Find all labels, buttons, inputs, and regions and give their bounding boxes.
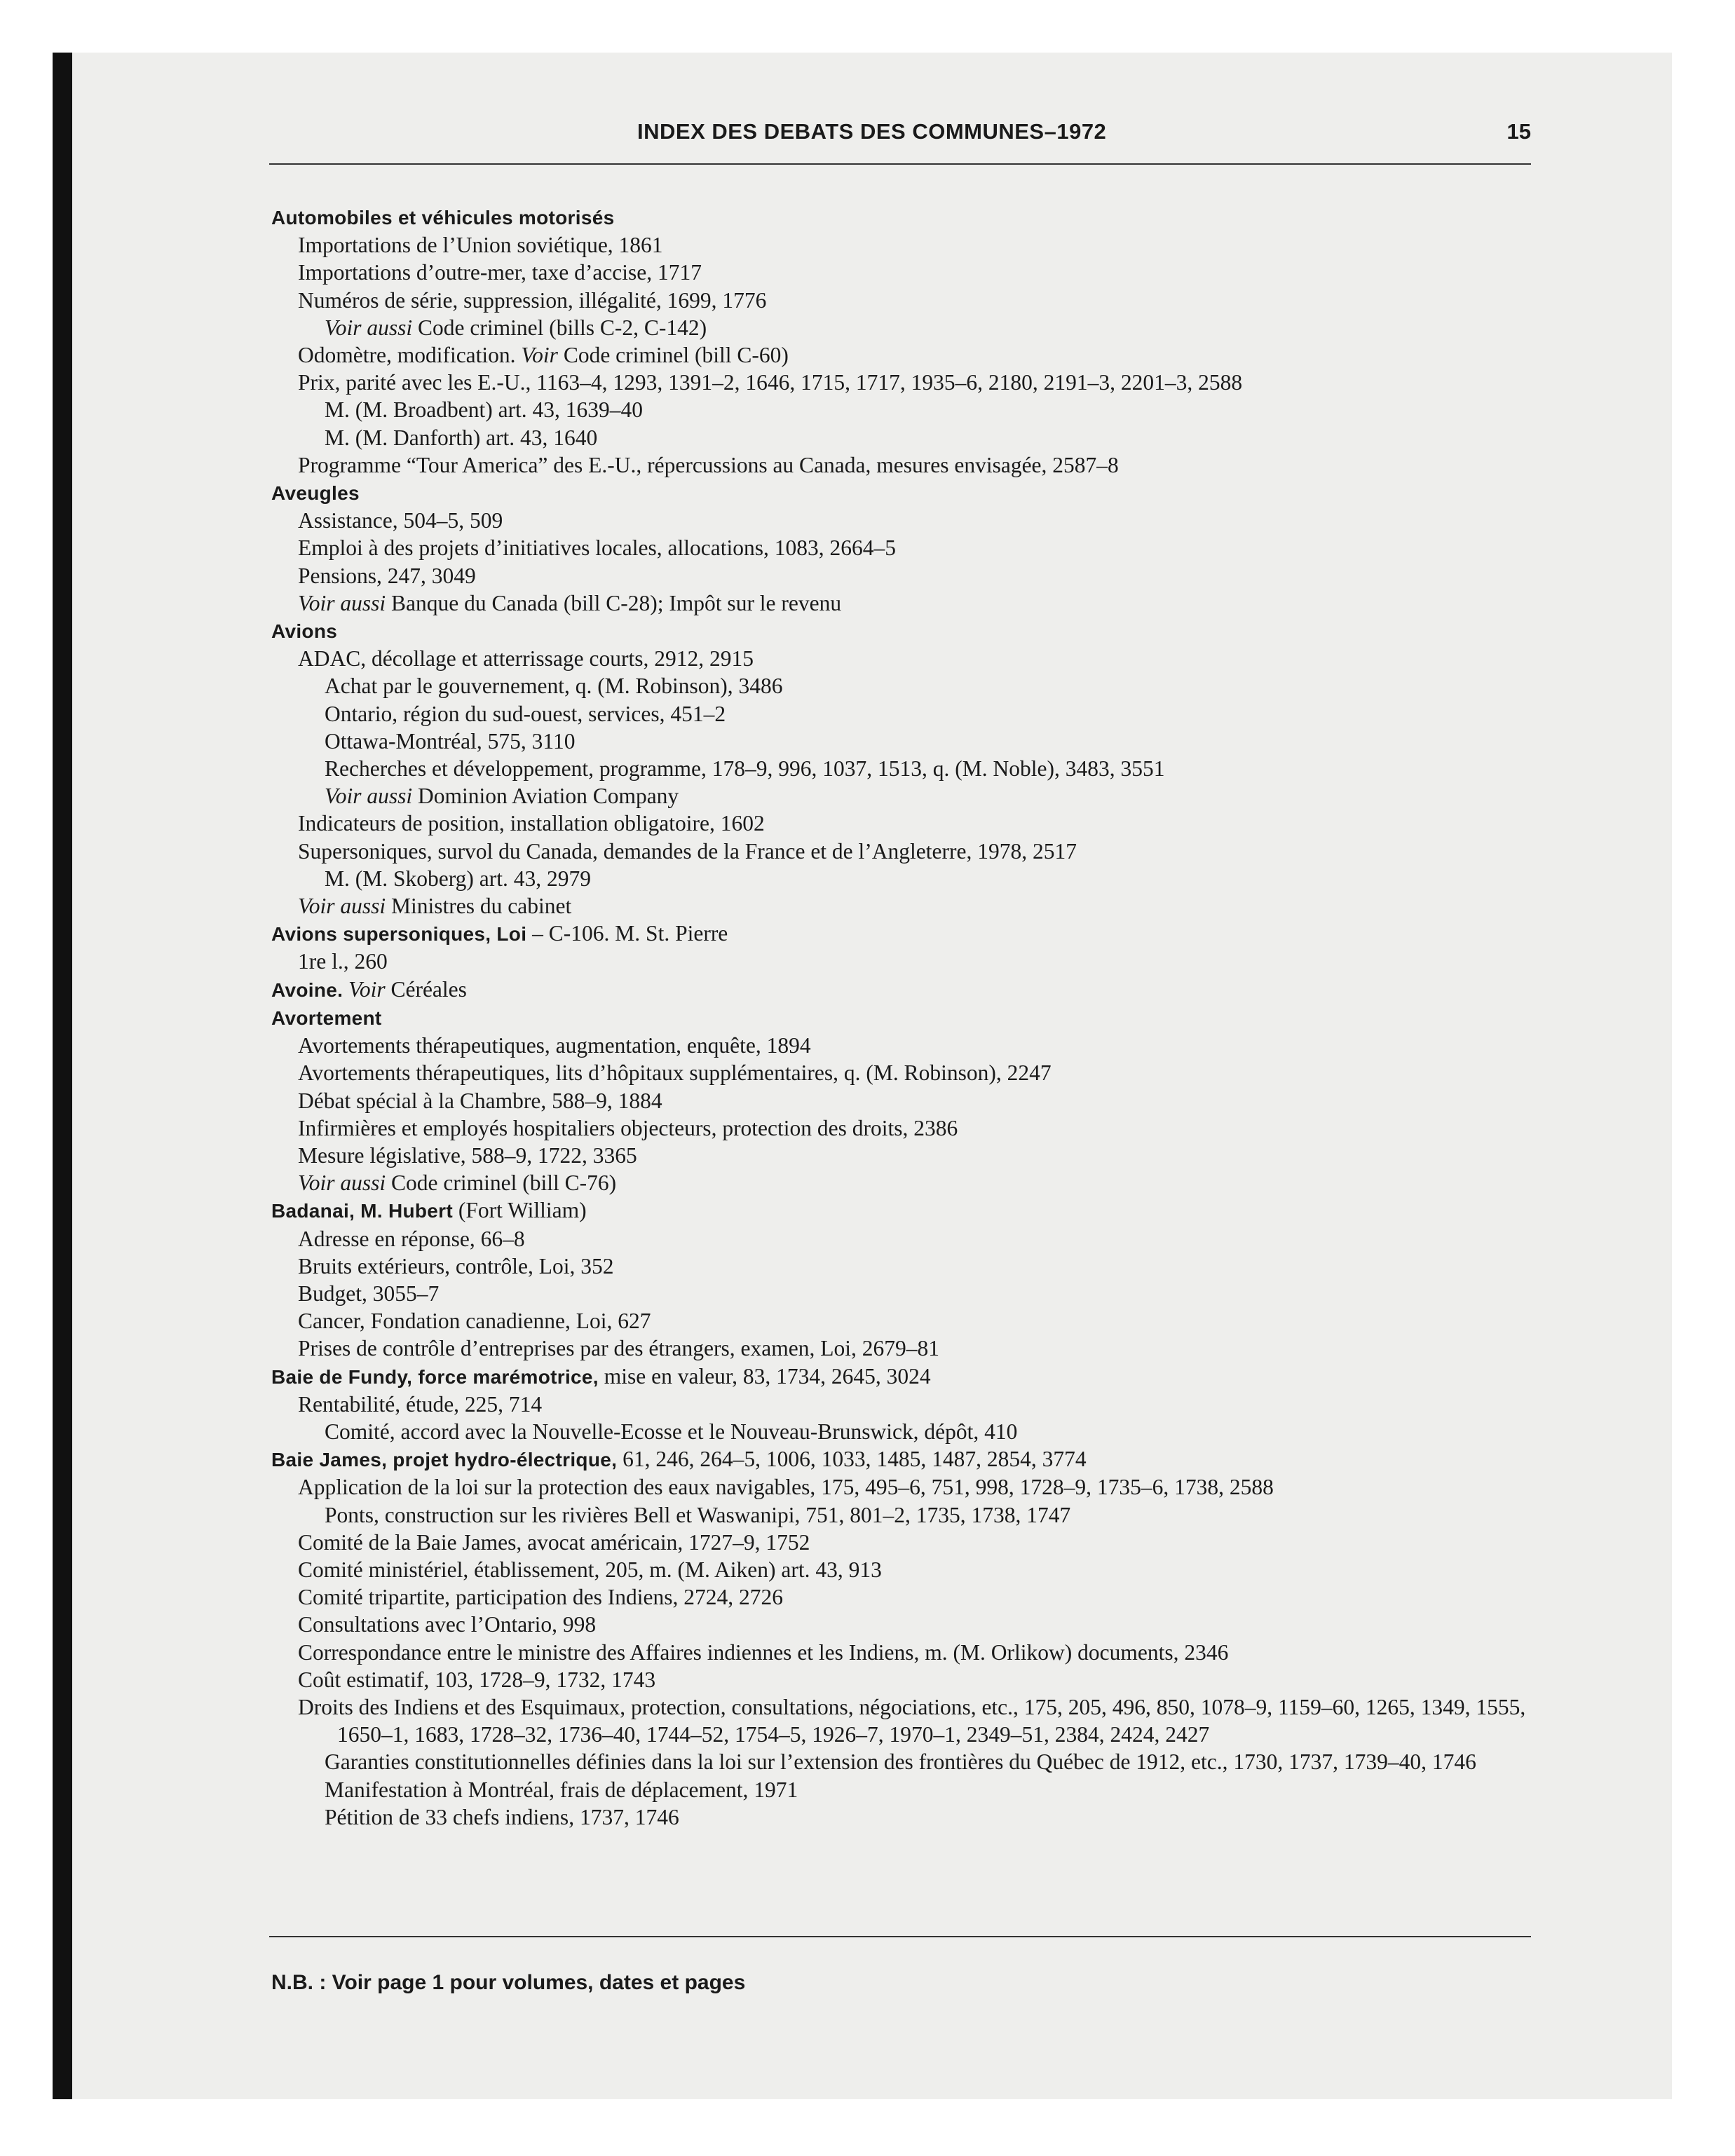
- index-heading: [271, 1196, 1526, 1224]
- index-subentry: [298, 1583, 1526, 1611]
- entry-text: Code criminel (bills C-2, C-142): [412, 315, 707, 340]
- entry-heading-text: Avortement: [271, 1007, 382, 1029]
- index-subentry: [298, 534, 1526, 561]
- entry-text: Code criminel (bill C-60): [557, 343, 789, 368]
- entry-text: Assistance, 504–5, 509: [298, 508, 503, 533]
- entry-text: Comité tripartite, participation des Indiens, 2724, 2726: [298, 1585, 783, 1610]
- entry-text: Comité, accord avec la Nouvelle-Ecosse et le Nouveau-Brunswick, dépôt, 410: [325, 1419, 1018, 1444]
- index-subentry: [298, 589, 1526, 617]
- index-subentry: [298, 1391, 1526, 1418]
- see-reference-text: Voir: [343, 976, 386, 1002]
- index-subentry: [325, 314, 1526, 341]
- index-subentry: [298, 838, 1526, 865]
- index-subentry: [298, 341, 1526, 369]
- entry-text: Correspondance entre le ministre des Affaires indiennes et les Indiens, m. (M. Orlikow) documents, 2346: [298, 1639, 1229, 1665]
- index-subentry: [298, 259, 1526, 286]
- entry-heading-text: Baie de Fundy, force marémotrice,: [271, 1365, 599, 1388]
- entry-text: Rentabilité, étude, 225, 714: [298, 1391, 543, 1417]
- index-subentry: [298, 1666, 1526, 1693]
- index-subentry: [298, 369, 1526, 396]
- entry-text: Ponts, construction sur les rivières Bell et Waswanipi, 751, 801–2, 1735, 1738, 1747: [325, 1502, 1071, 1527]
- index-subentry: [325, 424, 1526, 451]
- entry-text: Céréales: [385, 976, 467, 1002]
- footer-note: N.B. : Voir page 1 pour volumes, dates et pages: [271, 1971, 746, 1994]
- entry-text: Pensions, 247, 3049: [298, 563, 476, 588]
- footer-rule: [269, 1936, 1531, 1937]
- entry-text: (Fort William): [453, 1198, 587, 1223]
- entry-text: Numéros de série, suppression, illégalité, 1699, 1776: [298, 287, 767, 313]
- entry-text: Emploi à des projets d’initiatives locales, allocations, 1083, 2664–5: [298, 535, 896, 561]
- entry-text: Consultations avec l’Ontario, 998: [298, 1612, 597, 1637]
- entry-heading-text: Avions supersoniques, Loi: [271, 923, 527, 946]
- index-subentry: [298, 1059, 1526, 1086]
- index-subentry: [325, 782, 1526, 810]
- entry-text: Infirmières et employés hospitaliers objecteurs, protection des droits, 2386: [298, 1115, 958, 1140]
- index-subentry: [325, 1418, 1526, 1445]
- index-subentry: [298, 1639, 1526, 1666]
- index-subentry: [298, 1307, 1526, 1335]
- entry-text: Programme “Tour America” des E.-U., répercussions au Canada, mesures envisagée, 2587–8: [298, 452, 1119, 477]
- entry-text: M. (M. Skoberg) art. 43, 2979: [325, 866, 592, 891]
- index-subentry: [298, 507, 1526, 534]
- entry-text: Indicateurs de position, installation obligatoire, 1602: [298, 811, 765, 836]
- index-subentry: [298, 1473, 1526, 1501]
- entry-text: Mesure législative, 588–9, 1722, 3365: [298, 1142, 637, 1168]
- page-header: [269, 119, 1531, 154]
- index-subentry: [298, 810, 1526, 837]
- index-subentry: [298, 645, 1526, 672]
- index-subentry: [325, 1501, 1526, 1529]
- entry-text: Banque du Canada (bill C-28); Impôt sur le revenu: [386, 590, 842, 615]
- entry-text: Code criminel (bill C-76): [386, 1171, 617, 1196]
- index-subentry: [298, 1529, 1526, 1556]
- entry-text: Prix, parité avec les E.-U., 1163–4, 1293, 1391–2, 1646, 1715, 1717, 1935–6, 2180, 2191–3, 2201–3, 2588: [298, 370, 1243, 395]
- entry-text: Avortements thérapeutiques, lits d’hôpitaux supplémentaires, q. (M. Robinson), 2247: [298, 1060, 1052, 1086]
- entry-text: Supersoniques, survol du Canada, demandes de la France et de l’Angleterre, 1978, 2517: [298, 838, 1077, 864]
- entry-text: Cancer, Fondation canadienne, Loi, 627: [298, 1309, 651, 1334]
- index-subentry: [325, 1776, 1526, 1803]
- entry-text: – C-106. M. St. Pierre: [526, 921, 728, 946]
- index-subentry: [325, 755, 1526, 782]
- index-subentry: [298, 1280, 1526, 1307]
- entry-text: Coût estimatif, 103, 1728–9, 1732, 1743: [298, 1667, 656, 1692]
- entry-text: Manifestation à Montréal, frais de déplacement, 1971: [325, 1777, 798, 1802]
- entry-text: Pétition de 33 chefs indiens, 1737, 1746: [325, 1804, 679, 1829]
- entry-text: Achat par le gouvernement, q. (M. Robinson), 3486: [325, 674, 783, 699]
- index-subentry: [325, 672, 1526, 700]
- entry-heading-text: Avions: [271, 620, 338, 643]
- index-subentry: [298, 451, 1526, 479]
- entry-text: 1re l., 260: [298, 949, 388, 974]
- entry-text: Importations de l’Union soviétique, 1861: [298, 233, 663, 258]
- index-subentry: [298, 1335, 1526, 1362]
- entry-text: Odomètre, modification.: [298, 343, 522, 368]
- see-also-text: Voir aussi: [298, 590, 386, 615]
- index-subentry: [325, 728, 1526, 755]
- index-subentry: [298, 948, 1526, 975]
- index-subentry: [298, 1225, 1526, 1253]
- entry-text: Prises de contrôle d’entreprises par des étrangers, examen, Loi, 2679–81: [298, 1336, 939, 1361]
- index-heading: [271, 203, 1526, 231]
- page-number: 15: [1506, 119, 1531, 144]
- index-subentry: [298, 1142, 1526, 1169]
- entry-text: M. (M. Broadbent) art. 43, 1639–40: [325, 397, 644, 423]
- index-subentry: [298, 231, 1526, 259]
- header-rule: [269, 163, 1531, 165]
- entry-text: Importations d’outre-mer, taxe d’accise, 1717: [298, 260, 702, 285]
- entry-heading-text: Baie James, projet hydro-électrique,: [271, 1449, 618, 1471]
- entry-text: Garanties constitutionnelles définies dans la loi sur l’extension des frontières du Québec de 1912, etc., 1730, 1737, 1739–40, 1746: [325, 1749, 1476, 1775]
- index-subentry: [298, 1253, 1526, 1280]
- entry-text: Débat spécial à la Chambre, 588–9, 1884: [298, 1088, 662, 1113]
- entry-text: Application de la loi sur la protection des eaux navigables, 175, 495–6, 751, 998, 1728–9, 1735–6, 1738, 2588: [298, 1475, 1274, 1500]
- index-subentry: [298, 287, 1526, 314]
- entry-text: Bruits extérieurs, contrôle, Loi, 352: [298, 1253, 614, 1278]
- entry-text: Ministres du cabinet: [386, 894, 572, 919]
- index-heading: [271, 1004, 1526, 1032]
- entry-text: Avortements thérapeutiques, augmentation, enquête, 1894: [298, 1033, 811, 1058]
- entry-text: M. (M. Danforth) art. 43, 1640: [325, 425, 598, 450]
- index-subentry: [325, 396, 1526, 423]
- see-reference-text: Voir: [521, 343, 558, 368]
- index-heading: [271, 1363, 1526, 1391]
- entry-text: 61, 246, 264–5, 1006, 1033, 1485, 1487, 2854, 3774: [617, 1447, 1087, 1472]
- index-heading: [271, 976, 1526, 1004]
- entry-text: Dominion Aviation Company: [412, 784, 679, 809]
- entry-text: Droits des Indiens et des Esquimaux, protection, consultations, négociations, etc., 175, 205, 496, 850, 1078–9, 1159–60, 1265, 1349, 1555, 1650–1, 1683, 1728–32, 1736–40, 1744–52, 1754–5, 1926–7, 1970–1, 2349–51, 2384, 2424, 2427: [298, 1694, 1526, 1747]
- entry-text: Ontario, région du sud-ouest, services, 451–2: [325, 701, 726, 726]
- index-heading: [271, 920, 1526, 948]
- index-subentry: [298, 1556, 1526, 1583]
- entry-heading-text: Avoine.: [271, 978, 343, 1001]
- entry-text: ADAC, décollage et atterrissage courts, 2912, 2915: [298, 646, 754, 671]
- see-also-text: Voir aussi: [298, 1171, 386, 1196]
- entry-heading-text: Aveugles: [271, 482, 360, 505]
- entry-text: Budget, 3055–7: [298, 1281, 440, 1306]
- index-subentry: [298, 1611, 1526, 1638]
- entry-text: mise en valeur, 83, 1734, 2645, 3024: [598, 1363, 931, 1389]
- index-subentry: [298, 562, 1526, 589]
- see-also-text: Voir aussi: [298, 894, 386, 919]
- index-heading: [271, 617, 1526, 645]
- index-entries: [271, 203, 1526, 1831]
- index-subentry: [298, 1169, 1526, 1196]
- index-subentry: [325, 1803, 1526, 1831]
- entry-heading-text: Badanai, M. Hubert: [271, 1200, 453, 1222]
- index-heading: [271, 479, 1526, 507]
- index-subentry: [325, 1748, 1526, 1775]
- index-subentry: [325, 700, 1526, 728]
- entry-text: Adresse en réponse, 66–8: [298, 1226, 525, 1251]
- index-subentry: [298, 1693, 1526, 1748]
- index-subentry: [325, 865, 1526, 892]
- index-subentry: [298, 1032, 1526, 1059]
- index-subentry: [298, 1087, 1526, 1114]
- index-subentry: [298, 1114, 1526, 1142]
- index-heading: [271, 1445, 1526, 1473]
- scan-binding-edge: [53, 53, 72, 2099]
- entry-text: Ottawa-Montréal, 575, 3110: [325, 728, 576, 753]
- entry-heading-text: Automobiles et véhicules motorisés: [271, 207, 615, 228]
- entry-text: Comité ministériel, établissement, 205, m. (M. Aiken) art. 43, 913: [298, 1557, 882, 1582]
- index-subentry: [298, 892, 1526, 920]
- see-also-text: Voir aussi: [325, 315, 413, 340]
- running-head: INDEX DES DEBATS DES COMMUNES–1972: [637, 119, 1107, 144]
- entry-text: Comité de la Baie James, avocat américain, 1727–9, 1752: [298, 1529, 810, 1555]
- see-also-text: Voir aussi: [325, 784, 413, 809]
- entry-text: Recherches et développement, programme, 178–9, 996, 1037, 1513, q. (M. Noble), 3483, 3551: [325, 756, 1165, 782]
